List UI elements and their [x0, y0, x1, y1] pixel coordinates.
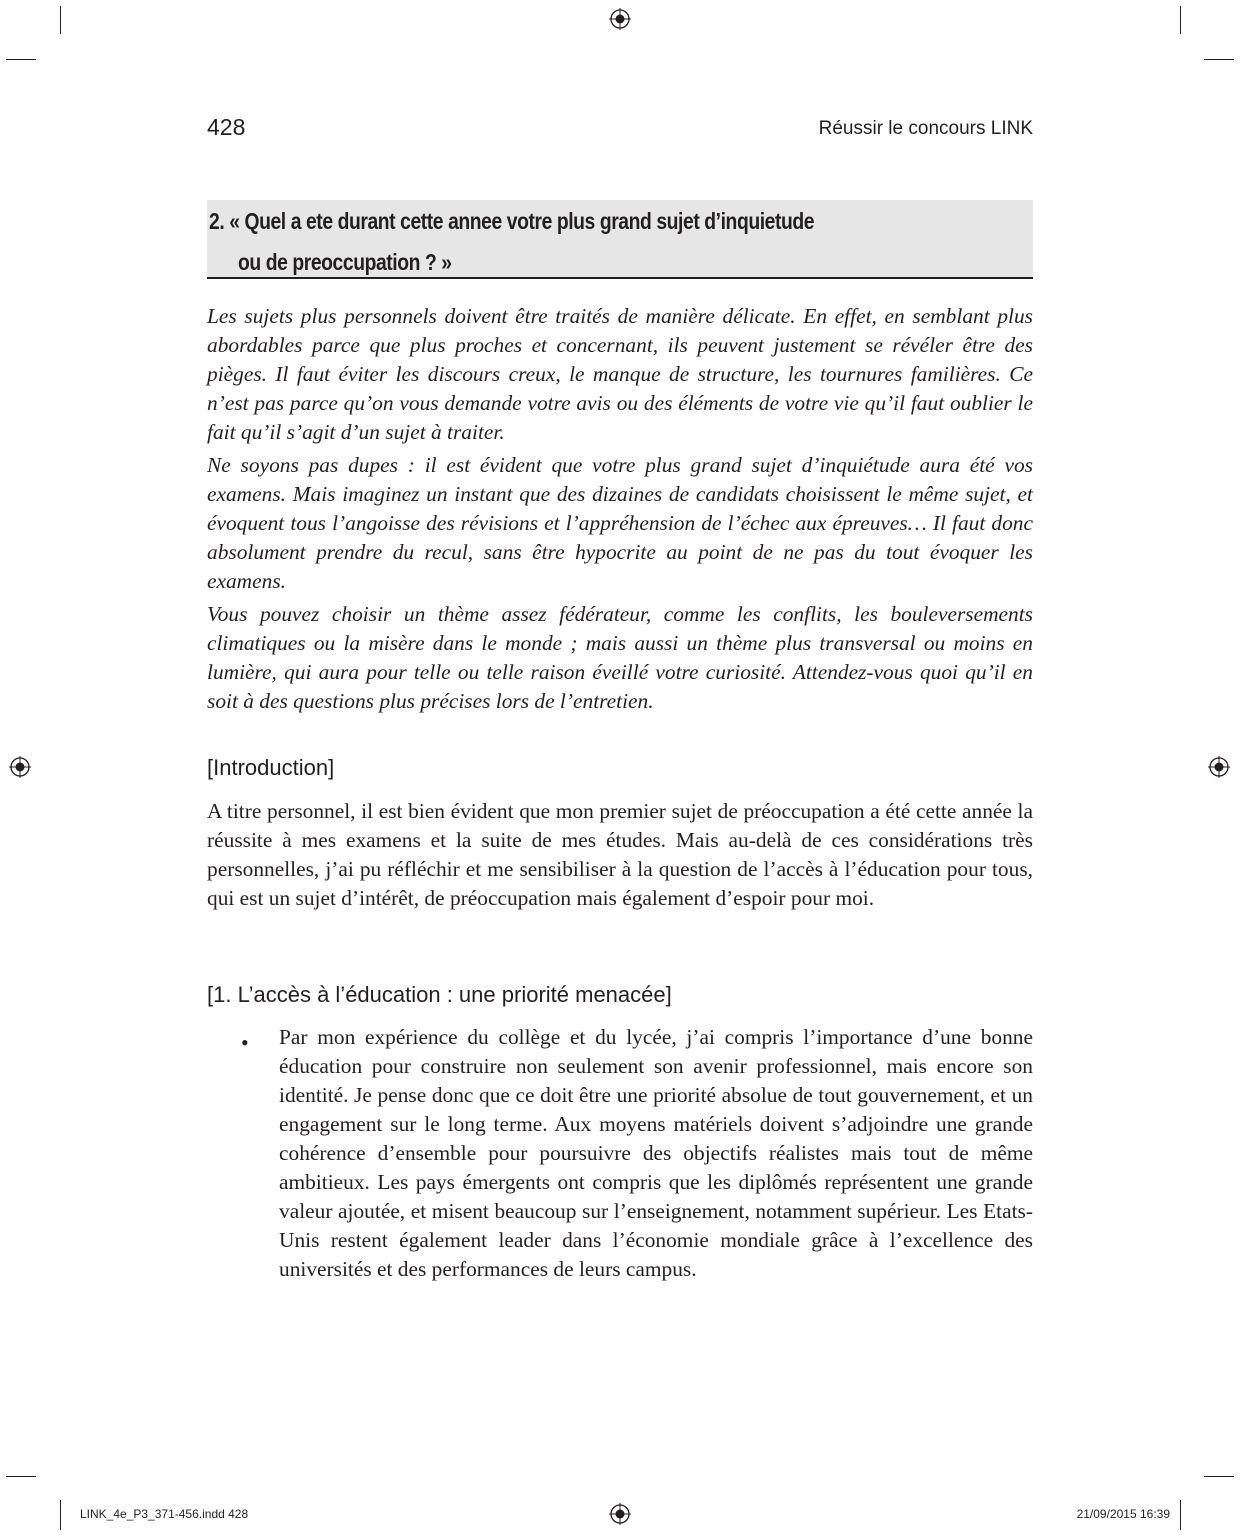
- registration-mark-icon: [609, 1503, 631, 1525]
- crop-mark: [6, 1476, 36, 1477]
- crop-mark: [6, 59, 36, 60]
- crop-mark: [1180, 6, 1181, 34]
- heading-line-1: 2. « Quel a ete durant cette annee votre plus grand sujet d’inquietude: [209, 208, 815, 234]
- file-info: LINK_4e_P3_371-456.indd 428: [80, 1507, 249, 1521]
- page-number: 428: [207, 114, 246, 140]
- crop-mark: [60, 6, 61, 34]
- section-1-label: [1. L’accès à l’éducation : une priorité menacée]: [207, 982, 672, 1007]
- crop-mark: [60, 1500, 61, 1530]
- bullet-icon: •: [241, 1030, 249, 1055]
- crop-mark: [1180, 1500, 1181, 1530]
- registration-mark-icon: [9, 756, 31, 778]
- registration-mark-icon: [609, 8, 631, 30]
- guidance-paragraph: Ne soyons pas dupes : il est évident que votre plus grand sujet d’inquiétude aura été vos examens. Mais imaginez un instant que des dizaines de candidats choisissent le même sujet, et évoquent tous l’angoisse des révisions et l’appréhension de l’échec aux épreuves… Il faut donc absolument prendre du recul, sans être hypocrite au point de ne pas du tout évoquer les examens.: [207, 453, 1033, 593]
- crop-mark: [1204, 59, 1234, 60]
- introduction-paragraph: A titre personnel, il est bien évident que mon premier sujet de préoccupation a été cette année la réussite à mes examens et la suite de mes études. Mais au-delà de ces considérations très personnelles, j’ai pu réfléchir et me sensibiliser à la question de l’accès à l’éducation pour tous, qui est un sujet d’intérêt, de préoccupation mais également d’espoir pour moi.: [207, 799, 1033, 910]
- registration-mark-icon: [1208, 756, 1230, 778]
- heading-line-2: ou de preoccupation ? »: [238, 249, 452, 275]
- timestamp: 21/09/2015 16:39: [1076, 1507, 1170, 1521]
- guidance-paragraph: Les sujets plus personnels doivent être traités de manière délicate. En effet, en semblant plus abordables parce que plus proches et concernant, ils peuvent justement se révéler être des pièges. Il faut éviter les discours creux, le manque de structure, les tournures familières. Ce n’est pas parce qu’on vous demande votre avis ou des éléments de votre vie qu’il faut oublier le fait qu’il s’agit d’un sujet à traiter.: [207, 304, 1033, 444]
- bullet-paragraph: Par mon expérience du collège et du lycée, j’ai compris l’importance d’une bonne éducation pour construire non seulement son avenir professionnel, mais encore son identité. Je pense donc que ce doit être une priorité absolue de tout gouvernement, et un engagement sur le long terme. Aux moyens matériels doivent s’adjoindre une grande cohérence d’ensemble pour poursuivre des objectifs réalistes mais tout de même ambitieux. Les pays émergents ont compris que les diplômés représentent une grande valeur ajoutée, et misent beaucoup sur l’enseignement, notamment supérieur. Les Etats-Unis restent également leader dans l’économie mondiale grâce à l’excellence des universités et des performances de leurs campus.: [279, 1025, 1033, 1281]
- running-title: Réussir le concours LINK: [818, 118, 1033, 139]
- section-heading: [207, 200, 1033, 279]
- guidance-paragraph: Vous pouvez choisir un thème assez fédérateur, comme les conflits, les bouleversements climatiques ou la misère dans le monde ; mais aussi un thème plus transversal ou moins en lumière, qui aura pour telle ou telle raison éveillé votre curiosité. Attendez-vous quoi qu’il en soit à des questions plus précises lors de l’entretien.: [207, 602, 1033, 713]
- crop-mark: [1204, 1476, 1234, 1477]
- introduction-label: [Introduction]: [207, 755, 335, 780]
